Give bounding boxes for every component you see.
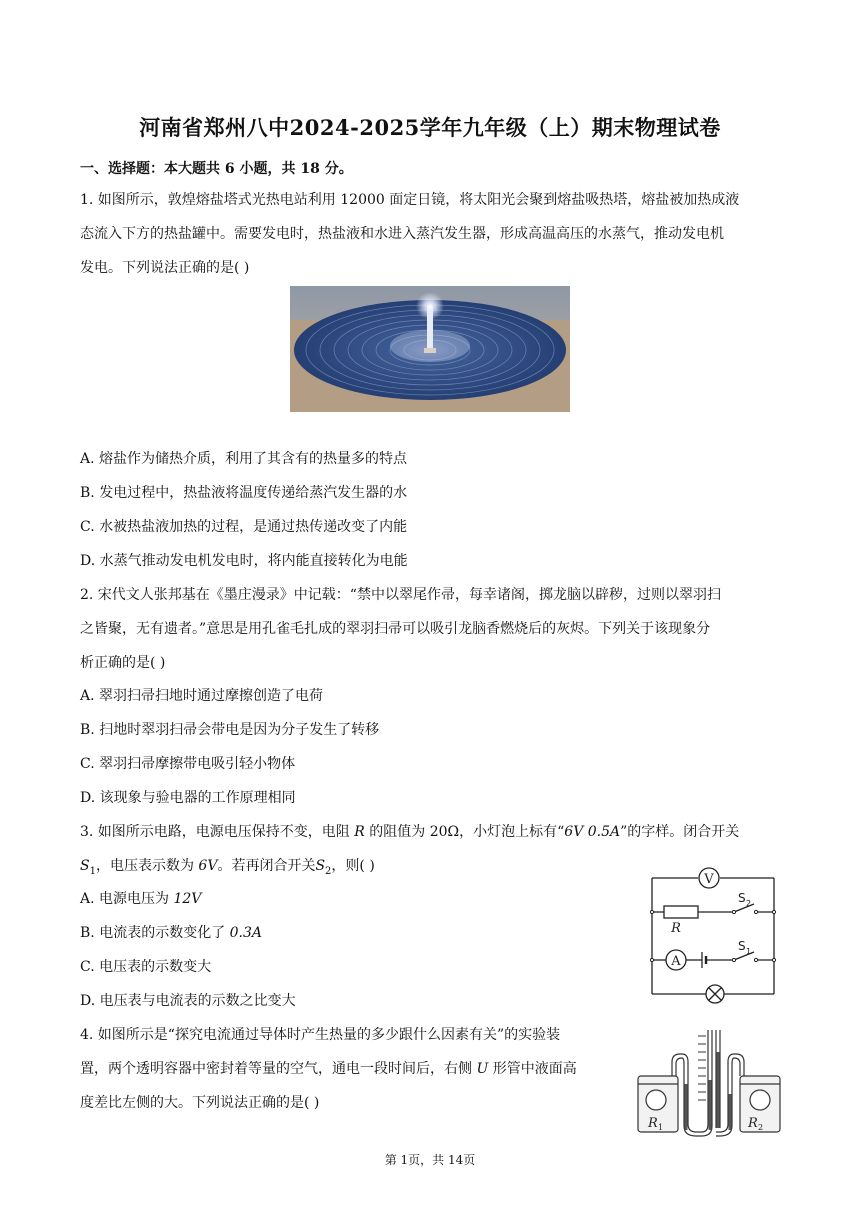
- q4-stem-line-2: [80, 1059, 577, 1079]
- q3-option-a-value: 12V: [173, 891, 202, 907]
- q3-switch2-subscript: 2: [325, 865, 332, 877]
- q2-stem-line-3: 析正确的是( ): [80, 655, 166, 671]
- q2-option-d: D. 该现象与验电器的工作原理相同: [80, 790, 296, 806]
- q1-stem-line-3: 发电。下列说法正确的是( ): [80, 260, 250, 276]
- u-tube-apparatus-figure: [632, 1024, 782, 1138]
- q1-option-d: D. 水蒸气推动发电机发电时，将内能直接转化为电能: [80, 553, 408, 569]
- q3-text: ，则( ): [331, 858, 375, 874]
- q1-option-c: C. 水被热盐液加热的过程，是通过热传递改变了内能: [80, 519, 408, 535]
- q2-option-b: B. 扫地时翠羽扫帚会带电是因为分子发生了转移: [80, 722, 380, 738]
- q2-option-a: A. 翠羽扫帚扫地时通过摩擦创造了电荷: [80, 688, 324, 704]
- q3-lamp-rating: 6V 0.5A: [564, 824, 621, 840]
- solar-field-image: [290, 286, 570, 412]
- q3-text: ”的字样。闭合开关: [620, 824, 740, 840]
- q4-u-tube-letter: U: [476, 1061, 489, 1077]
- voltmeter-label: V: [704, 872, 714, 887]
- q3-switch1-symbol: S: [80, 858, 90, 874]
- switch2-label: S: [738, 891, 746, 905]
- switch1-subscript: 1: [746, 947, 752, 956]
- q4-stem-line-3: 度差比左侧的大。下列说法正确的是( ): [80, 1095, 320, 1111]
- q1-stem-line-2: 态流入下方的热盐罐中。需要发电时，热盐液和水进入蒸汽发生器，形成高温高压的水蒸气，推动发电机: [80, 226, 724, 242]
- q4-stem-line-1: 4. 如图所示是“探究电流通过导体时产生热量的多少跟什么因素有关”的实验装: [80, 1027, 561, 1043]
- q3-switch2-symbol: S: [315, 858, 326, 874]
- u-tube-drawing: [632, 1024, 782, 1138]
- q4-text: 置，两个透明容器中密封着等量的空气，通电一段时间后，右侧: [80, 1061, 477, 1077]
- q3-resistor-symbol: R: [354, 824, 365, 840]
- switch2-subscript: 2: [746, 899, 752, 908]
- r1-subscript: 1: [658, 1123, 664, 1132]
- ammeter-label: A: [671, 954, 681, 969]
- exam-title: 河南省郑州八中2024-2025学年九年级（上）期末物理试卷: [139, 115, 721, 140]
- r2-label: R: [748, 1116, 758, 1131]
- circuit-diagram: [642, 862, 788, 1006]
- q3-stem-line-2: [80, 856, 375, 882]
- solar-power-station-photo: [290, 286, 570, 412]
- r1-label: R: [648, 1116, 658, 1131]
- q3-option-a: [80, 889, 201, 909]
- q1-stem-line-1: 1. 如图所示，敦煌熔盐塔式光热电站利用 12000 面定日镜，将太阳光会聚到熔盐吸热塔，熔盐被加热成液: [80, 192, 740, 208]
- switch1-label: S: [738, 939, 746, 953]
- q3-option-a-text: A. 电源电压为: [80, 891, 174, 907]
- page-footer: 第 1页，共 14页: [384, 1153, 476, 1167]
- q2-option-c: C. 翠羽扫帚摩擦带电吸引轻小物体: [80, 756, 296, 772]
- q3-option-c: C. 电压表的示数变大: [80, 959, 212, 975]
- q3-switch1-subscript: 1: [89, 865, 96, 877]
- q3-text: 3. 如图所示电路，电源电压保持不变，电阻: [80, 824, 355, 840]
- q3-text: ，电压表示数为: [95, 858, 199, 874]
- q3-option-b: [80, 923, 262, 943]
- q3-option-d: D. 电压表与电流表的示数之比变大: [80, 993, 296, 1009]
- q3-option-b-value: 0.3A: [229, 925, 263, 941]
- q2-stem-line-1: 2. 宋代文人张邦基在《墨庄漫录》中记载：“禁中以翠尾作帚，每幸诸阁，掷龙脑以辟秽，过则以翠羽扫: [80, 587, 721, 603]
- q3-voltage-value: 6V: [198, 858, 218, 874]
- q3-text: 的阻值为 20Ω，小灯泡上标有“: [364, 824, 565, 840]
- q3-text: 。若再闭合开关: [217, 858, 316, 874]
- q1-option-a: A. 熔盐作为储热介质，利用了其含有的热量多的特点: [80, 451, 408, 467]
- q3-option-b-text: B. 电流表的示数变化了: [80, 925, 230, 941]
- q2-stem-line-2: 之皆聚，无有遗者。”意思是用孔雀毛扎成的翠羽扫帚可以吸引龙脑香燃烧后的灰烬。下列关于该现象分: [80, 621, 711, 637]
- resistor-label: R: [671, 921, 681, 936]
- r2-subscript: 2: [758, 1123, 764, 1132]
- section-header: 一、选择题：本大题共 6 小题，共 18 分。: [80, 161, 353, 177]
- circuit-drawing: [642, 862, 788, 1006]
- q3-stem-line-1: [80, 822, 739, 842]
- q4-text: 形管中液面高: [488, 1061, 577, 1077]
- q1-option-b: B. 发电过程中，热盐液将温度传递给蒸汽发生器的水: [80, 485, 408, 501]
